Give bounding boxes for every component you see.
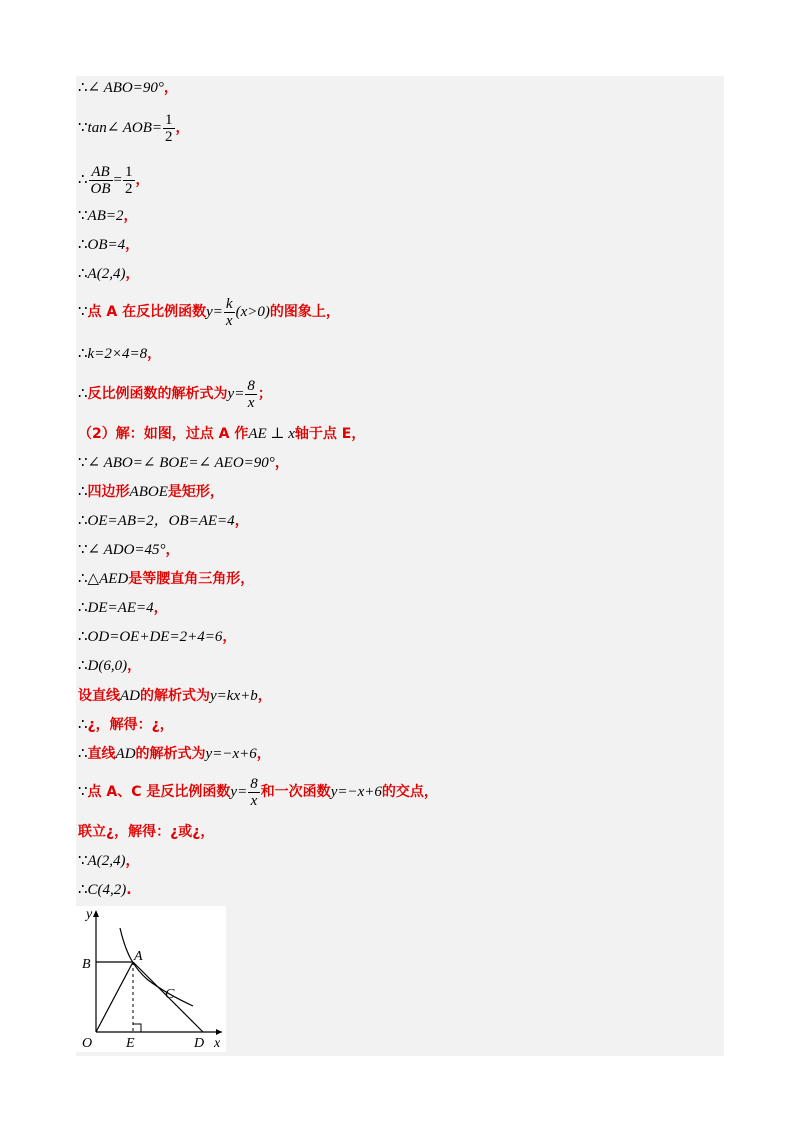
math-text: OE=AB=2，OB=AE=4 <box>87 513 235 529</box>
punct: ， <box>274 455 289 471</box>
text: ¿ <box>170 824 179 840</box>
step-25 <box>78 880 132 900</box>
numerator: 1 <box>165 112 173 128</box>
step-19 <box>78 686 272 706</box>
math-text: D(6,0) <box>87 658 128 674</box>
text: 的交点， <box>381 783 438 800</box>
text: ，解得： <box>95 717 152 733</box>
math-text: AB=2 <box>87 208 124 224</box>
punct: ， <box>200 824 215 840</box>
step-23 <box>78 822 214 842</box>
geometry-figure <box>76 906 226 1052</box>
math-text: OD=OE+DE=2+4=6 <box>87 629 223 645</box>
denominator: x <box>250 793 258 809</box>
therefore-symbol: ∴ <box>78 346 88 362</box>
denominator: 2 <box>125 181 133 197</box>
step-4 <box>78 206 138 226</box>
punct: ， <box>125 853 140 869</box>
label-y: y <box>86 907 93 922</box>
numerator: 8 <box>250 776 258 792</box>
text: ¿ <box>106 824 115 840</box>
math-text: ∠ ABO=∠ BOE=∠ AEO=90° <box>87 455 275 471</box>
step-15 <box>78 569 254 589</box>
denominator: x <box>225 313 233 329</box>
punct: ， <box>165 542 180 558</box>
text: 的解析式为 <box>135 746 206 762</box>
therefore-symbol: ∴ <box>78 600 88 616</box>
math-text: ∠ ADO=45° <box>87 542 166 558</box>
text: 是等腰直角三角形， <box>128 571 255 587</box>
math-text: y=−x+6 <box>330 783 382 800</box>
step-6 <box>78 264 139 284</box>
text: 是矩形， <box>167 484 224 500</box>
therefore-symbol: ∴ <box>78 266 88 282</box>
because-symbol: ∵ <box>78 542 88 558</box>
denominator: 2 <box>165 129 173 145</box>
text: ，解得： <box>114 824 171 840</box>
punct: ， <box>256 746 271 762</box>
math-text: tan∠ AOB= <box>87 119 163 136</box>
step-18 <box>78 656 141 676</box>
numerator: 8 <box>247 378 255 394</box>
punct: ， <box>257 688 272 704</box>
denominator: x <box>247 395 255 411</box>
punct: ， <box>127 658 142 674</box>
text: ¿ <box>151 717 160 733</box>
text: 和一次函数 <box>260 783 331 800</box>
step-8 <box>78 344 161 364</box>
because-symbol: ∵ <box>78 208 88 224</box>
math-text: y= <box>227 385 245 402</box>
punct: ， <box>175 119 190 136</box>
denominator: OB <box>90 181 111 197</box>
therefore-symbol: ∴ <box>78 385 88 402</box>
fraction <box>163 112 175 145</box>
math-text: A(2,4) <box>87 853 126 869</box>
text: ¿ <box>192 824 201 840</box>
label-D: D <box>194 1036 205 1051</box>
step-20 <box>78 715 174 735</box>
text: （2）解：如图，过点 A 作 <box>78 426 249 442</box>
numerator: 1 <box>125 164 133 180</box>
because-symbol: ∵ <box>78 303 88 320</box>
therefore-symbol: ∴ <box>78 629 88 645</box>
math-text: y= <box>230 783 248 800</box>
punct: ， <box>159 717 174 733</box>
therefore-symbol: ∴ <box>78 746 88 762</box>
label-O: O <box>82 1036 93 1051</box>
text: 直线 <box>87 746 116 762</box>
math-text: DE=AE=4 <box>87 600 154 616</box>
label-B: B <box>82 957 91 972</box>
step-10 <box>78 424 365 444</box>
equals: = <box>113 171 123 188</box>
step-9 <box>78 378 272 411</box>
fraction <box>89 164 113 197</box>
fraction <box>224 296 235 329</box>
punct: ， <box>125 237 140 253</box>
label-E: E <box>126 1036 135 1051</box>
math-text: C(4,2) <box>87 882 127 898</box>
step-2 <box>78 112 190 145</box>
punct: . <box>126 882 132 898</box>
math-text: AD <box>115 746 136 762</box>
step-21 <box>78 744 271 764</box>
therefore-symbol: ∴ <box>78 571 88 587</box>
text: 点 A 在反比例函数 <box>87 303 207 320</box>
step-12 <box>78 482 224 502</box>
numerator: AB <box>89 164 113 181</box>
punct: ； <box>257 385 272 402</box>
punct: ， <box>123 208 138 224</box>
therefore-symbol: ∴ <box>78 717 88 733</box>
step-7 <box>78 296 340 329</box>
step-1 <box>78 78 178 98</box>
math-text: y= <box>206 303 223 320</box>
text: ¿ <box>87 717 96 733</box>
step-17 <box>78 627 236 647</box>
step-16 <box>78 598 168 618</box>
step-14 <box>78 540 180 560</box>
math-text: ∠ ABO=90° <box>87 80 164 96</box>
math-text: y=kx+b <box>210 688 258 704</box>
fraction <box>123 164 135 197</box>
step-13 <box>78 511 249 531</box>
punct: ， <box>222 629 237 645</box>
because-symbol: ∵ <box>78 853 88 869</box>
punct: ， <box>125 266 140 282</box>
because-symbol: ∵ <box>78 783 88 800</box>
step-5 <box>78 235 139 255</box>
because-symbol: ∵ <box>78 119 88 136</box>
step-24 <box>78 851 139 871</box>
therefore-symbol: ∴ <box>78 658 88 674</box>
therefore-symbol: ∴ <box>78 513 88 529</box>
figure-background <box>76 906 226 1052</box>
therefore-symbol: ∴ <box>78 237 88 253</box>
text: 轴于点 E， <box>294 426 366 442</box>
math-text: △AED <box>87 571 129 587</box>
math-text: AD <box>120 688 140 704</box>
because-symbol: ∵ <box>78 455 88 471</box>
math-text: OB=4 <box>87 237 126 253</box>
text: 四边形 <box>87 484 130 500</box>
label-C: C <box>165 987 175 1002</box>
text: 设直线 <box>78 688 120 704</box>
math-text: (x>0) <box>235 303 270 320</box>
fraction <box>245 378 257 411</box>
punct: ， <box>163 80 178 96</box>
text: 反比例函数的解析式为 <box>87 385 228 402</box>
text: 或 <box>178 824 193 840</box>
math-text: A(2,4) <box>87 266 126 282</box>
label-x: x <box>214 1036 221 1051</box>
text: 的图象上， <box>269 303 340 320</box>
therefore-symbol: ∴ <box>78 484 88 500</box>
label-A: A <box>134 949 143 964</box>
step-22 <box>78 776 438 809</box>
therefore-symbol: ∴ <box>78 171 88 188</box>
step-3 <box>78 164 150 197</box>
math-text: y=−x+6 <box>205 746 257 762</box>
text: 点 A、C 是反比例函数 <box>87 783 231 800</box>
therefore-symbol: ∴ <box>78 80 88 96</box>
text: 的解析式为 <box>140 688 210 704</box>
text: 联立 <box>78 824 106 840</box>
therefore-symbol: ∴ <box>78 882 88 898</box>
punct: ， <box>234 513 249 529</box>
numerator: k <box>225 296 233 312</box>
punct: ， <box>153 600 168 616</box>
fraction <box>248 776 260 809</box>
step-11 <box>78 453 289 473</box>
punct: ， <box>147 346 162 362</box>
punct: ， <box>135 171 150 188</box>
math-text: AE ⊥ x <box>248 426 295 442</box>
math-text: k=2×4=8 <box>87 346 148 362</box>
math-text: ABOE <box>129 484 168 500</box>
